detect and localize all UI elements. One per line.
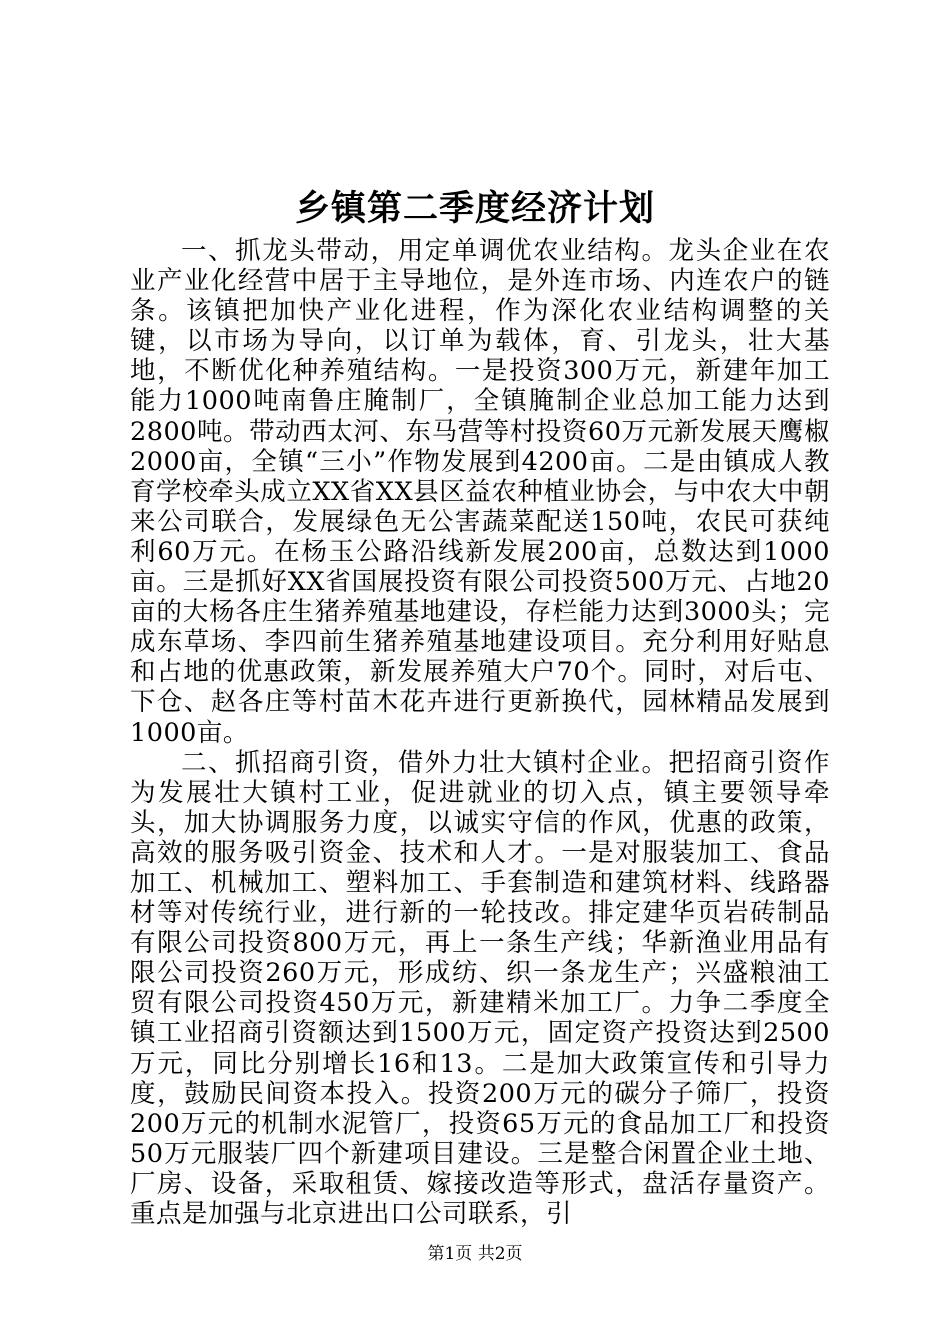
document-body xyxy=(130,236,830,1229)
page-number-footer: 第1页 共2页 xyxy=(427,1244,523,1264)
page-title: 乡镇第二季度经济计划 xyxy=(294,188,655,229)
paragraph-1: 一、抓龙头带动，用定单调优农业结构。龙头企业在农业产业化经营中居于主导地位，是外连市场、内连农户的链条。该镇把加快产业化进程，作为深化农业结构调整的关键，以市场为导向，以订单为载体，育、引龙头，壮大基地，不断优化种养殖结构。一是投资300万元，新建年加工能力1000吨南鲁庄腌制厂，全镇腌制企业总加工能力达到2800吨。带动西太河、东马营等村投资60万元新发展天鹰椒2000亩，全镇“三小”作物发展到4200亩。二是由镇成人教育学校牵头成立XX省XX县区益农种植业协会，与中农大中朝来公司联合，发展绿色无公害蔬菜配送150吨，农民可获纯利60万元。在杨玉公路沿线新发展200亩，总数达到1000亩。三是抓好XX省国展投资有限公司投资500万元、占地20亩的大杨各庄生猪养殖基地建设，存栏能力达到3000头；完成东草场、李四前生猪养殖基地建设项目。充分利用好贴息和占地的优惠政策，新发展养殖大户70个。同时，对后屯、下仓、赵各庄等村苗木花卉进行更新换代，园林精品发展到1000亩。 xyxy=(130,236,830,748)
paragraph-2: 二、抓招商引资，借外力壮大镇村企业。把招商引资作为发展壮大镇村工业，促进就业的切入点，镇主要领导牵头，加大协调服务力度，以诚实守信的作风，优惠的政策，高效的服务吸引资金、技术和人才。一是对服装加工、食品加工、机械加工、塑料加工、手套制造和建筑材料、线路器材等对传统行业，进行新的一轮技改。排定建华页岩砖制品有限公司投资800万元，再上一条生产线；华新渔业用品有限公司投资260万元，形成纺、织一条龙生产；兴盛粮油工贸有限公司投资450万元，新建精米加工厂。力争二季度全镇工业招商引资额达到1500万元，固定资产投资达到2500万元，同比分别增长16和13。二是加大政策宣传和引导力度，鼓励民间资本投入。投资200万元的碳分子筛厂，投资200万元的机制水泥管厂，投资65万元的食品加工厂和投资50万元服装厂四个新建项目建设。三是整合闲置企业土地、厂房、设备，采取租赁、嫁接改造等形式，盘活存量资产。重点是加强与北京进出口公司联系，引 xyxy=(130,747,830,1229)
